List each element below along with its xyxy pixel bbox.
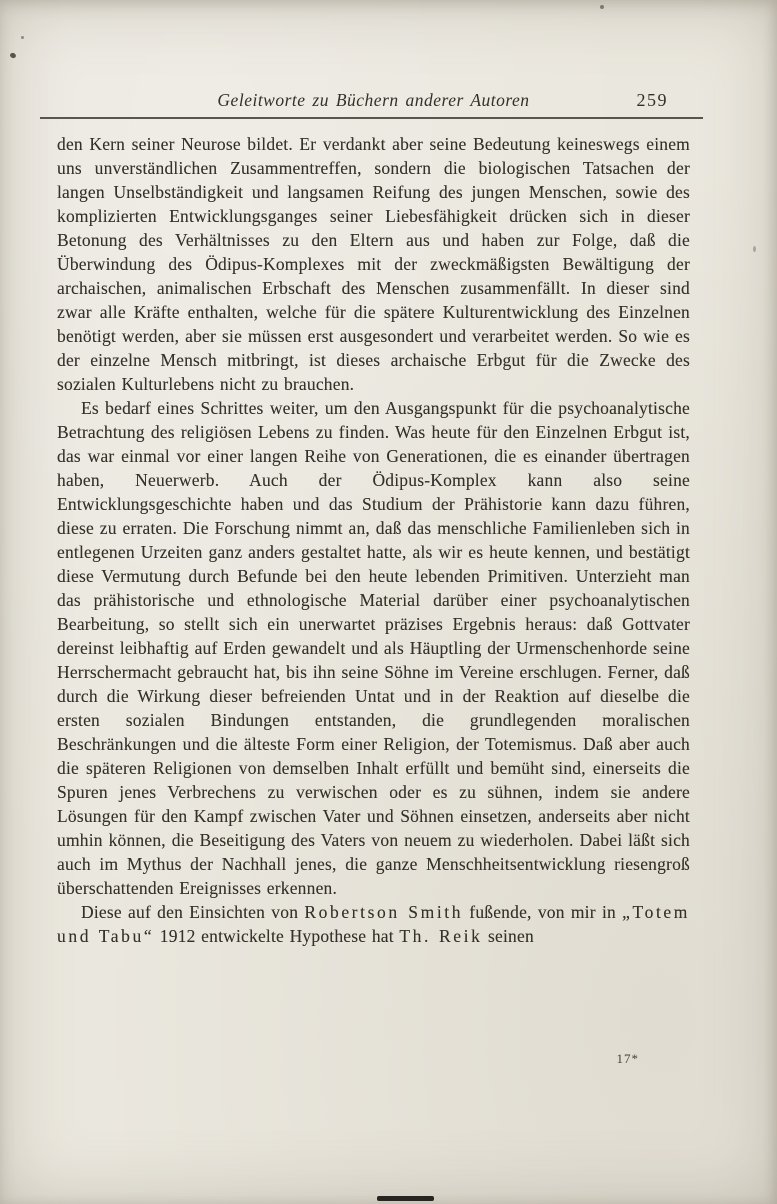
text-block — [57, 132, 690, 948]
paragraph-oedipus-prehistory: Es bedarf eines Schrittes weiter, um den Ausgangspunkt für die psychoanalytische Betrachtung des religiösen Lebens zu finden. Was heute für den Einzelnen Erbgut ist, das war einmal vor einer langen Reihe von Generationen, die es einander übertragen haben, Neuerwerb. Auch der Ödipus-Komplex kann also seine Entwicklungsgeschichte haben und das Studium der Prähistorie kann dazu führen, diese zu erraten. Die Forschung nimmt an, daß das menschliche Familienleben sich in entlegenen Urzeiten ganz anders gestaltet hatte, als wir es heute kennen, und bestätigt diese Vermutung durch Befunde bei den heute lebenden Primitiven. Unterzieht man das prähistorische und ethnologische Material darüber einer psychoanalytischen Bearbeitung, so stellt sich ein unerwartet präzises Ergebnis heraus: daß Gottvater dereinst leibhaftig auf Erden gewandelt und als Häuptling der Urmenschenhorde seine Herrschermacht gebraucht hat, bis ihn seine Söhne im Vereine erschlugen. Ferner, daß durch die Wirkung dieser befreienden Untat und in der Reaktion auf dieselbe die ersten sozialen Bindungen entstanden, die grundlegenden moralischen Beschränkungen und die älteste Form einer Religion, der Totemismus. Daß aber auch die späteren Religionen von demselben Inhalt erfüllt und bemüht sind, einerseits die Spuren jenes Verbrechens zu verwischen oder es zu sühnen, indem sie andere Lösungen für den Kampf zwischen Vater und Söhnen einsetzen, anderseits aber nicht umhin können, die Beseitigung des Vaters von neuem zu wiederholen. Dabei läßt sich auch im Mythus der Nachhall jenes, die ganze Menschheitsentwicklung riesengroß überschattenden Ereignisses erkennen. — [57, 398, 690, 898]
text-segment: Diese auf den Einsichten von — [81, 902, 305, 922]
scan-speck — [600, 5, 604, 9]
header-rule — [40, 117, 703, 119]
spaced-name-robertson-smith: Robertson Smith — [304, 902, 464, 922]
scan-edge-artifact — [377, 1196, 434, 1201]
scan-speck — [753, 246, 756, 252]
running-head — [57, 90, 690, 116]
scan-speck — [9, 52, 16, 59]
spaced-name-th-reik: Th. Reik — [399, 926, 483, 946]
running-head-title: Geleitworte zu Büchern anderer Autoren — [217, 90, 530, 110]
printer-signature-mark: 17* — [616, 1051, 639, 1066]
text-segment: 1912 entwickelte Hypothese hat — [154, 926, 400, 946]
paragraph-totem-und-tabu — [57, 900, 690, 948]
text-segment: fußende, von mir in — [463, 902, 623, 922]
paragraph-continuation: den Kern seiner Neurose bildet. Er verdankt aber seine Bedeutung keineswegs einem uns unverständlichen Zusammentreffen, sondern die biologischen Tatsachen der langen Unselbständigkeit und langsamen Reifung des jungen Menschen, sowie des komplizierten Entwicklungsganges seiner Liebesfähigkeit drücken sich in dieser Betonung des Verhältnisses zu den Eltern aus und haben zur Folge, daß die Überwindung des Ödipus-Komplexes mit der zweckmäßigsten Bewältigung der archaischen, animalischen Erbschaft des Menschen zusammenfällt. In dieser sind zwar alle Kräfte enthalten, welche für die spätere Kulturentwicklung des Einzelnen benötigt werden, aber sie müssen erst ausgesondert und verarbeitet werden. So wie es der einzelne Mensch mitbringt, ist dieses archaische Erbgut für die Zwecke des sozialen Kulturlebens nicht zu brauchen. — [57, 134, 690, 394]
text-segment: seinen — [482, 926, 534, 946]
spaced-title-totem-und-tabu: „Totem und Tabu“ — [57, 902, 690, 946]
scan-speck — [21, 36, 24, 39]
page-number: 259 — [636, 90, 668, 110]
